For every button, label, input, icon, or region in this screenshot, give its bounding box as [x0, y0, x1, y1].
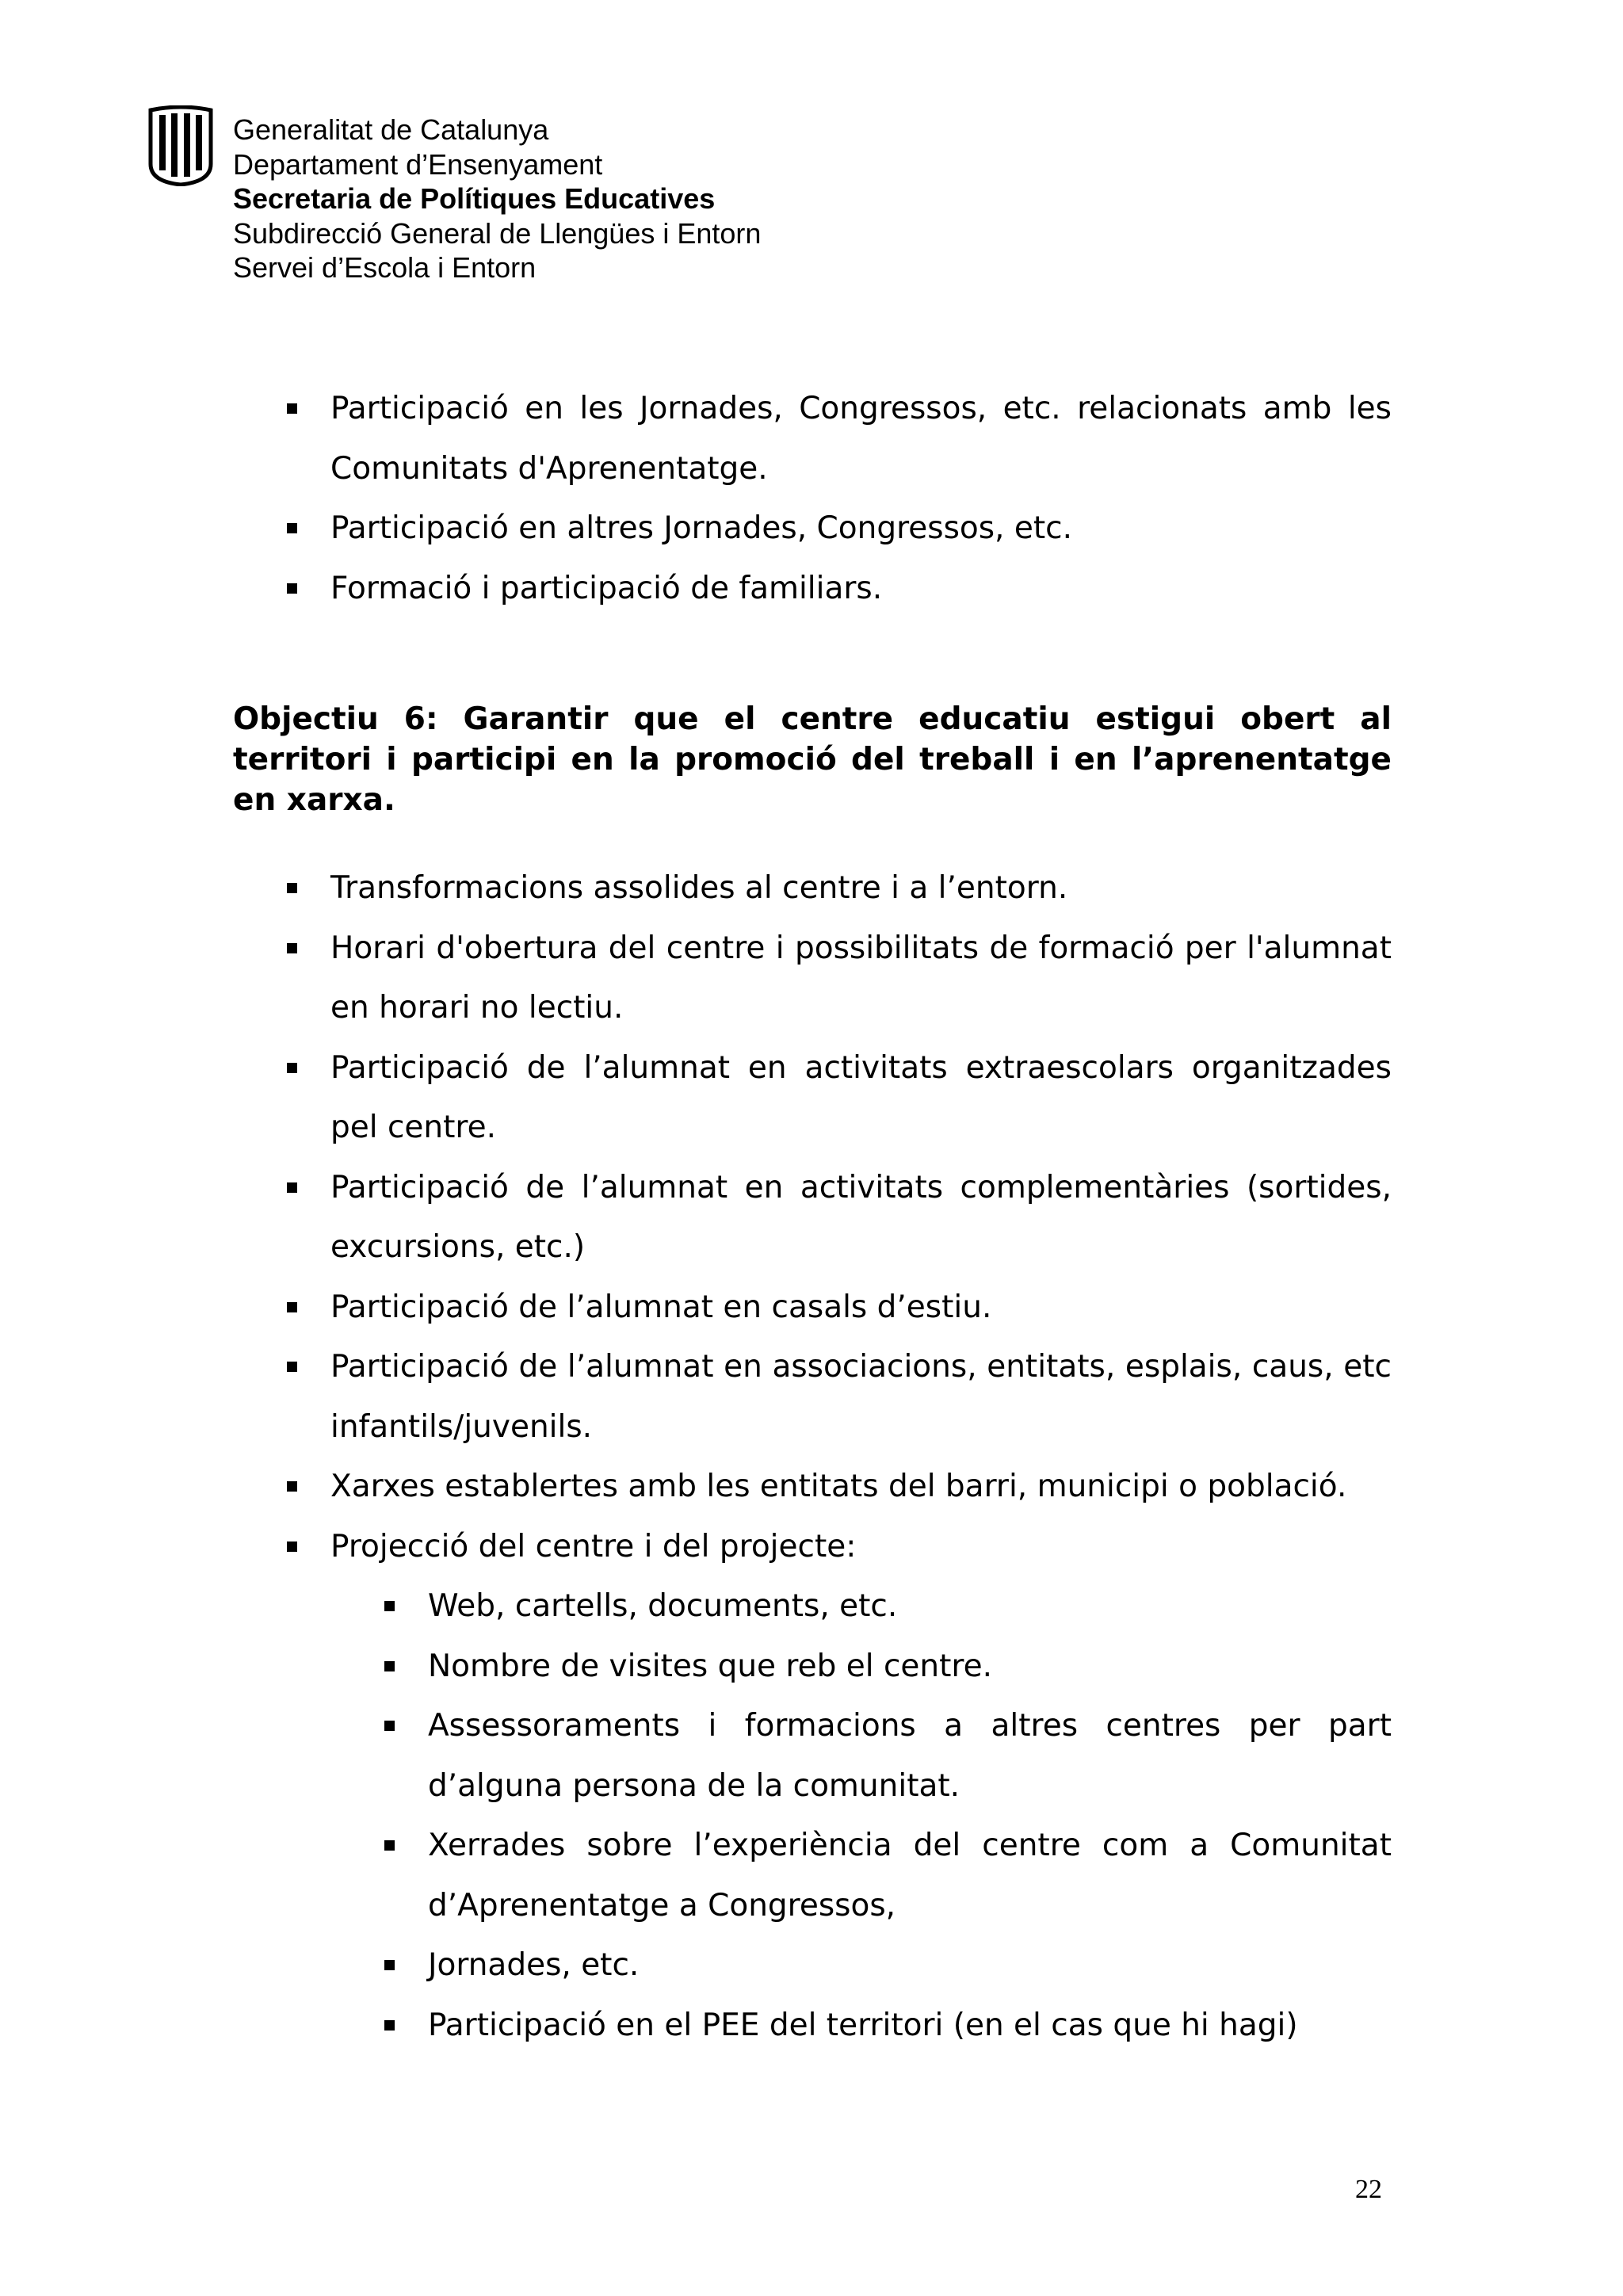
square-bullet-icon — [384, 1960, 395, 1970]
sublist-item: Xerrades sobre l’experiència del centre com a Comunitat d’Aprenentatge a Congressos, — [281, 1816, 1392, 1935]
sublist-item: Assessoraments i formacions a altres centres per part d’alguna persona de la comunitat. — [281, 1696, 1392, 1816]
list-item: Participació de l’alumnat en activitats complementàries (sortides, excursions, etc.) — [233, 1158, 1392, 1278]
letterhead-subdirectorate: Subdirecció General de Llengües i Entorn — [233, 216, 762, 250]
sublist-item: Participació en el PEE del territori (en el cas que hi hagi) — [281, 1996, 1392, 2056]
square-bullet-icon — [287, 1182, 297, 1193]
letterhead-service: Servei d’Escola i Entorn — [233, 251, 537, 284]
square-bullet-icon — [384, 1601, 395, 1611]
square-bullet-icon — [287, 1541, 297, 1552]
list-item: Participació en altres Jornades, Congressos, etc. — [233, 499, 1392, 559]
intro-list — [233, 379, 1392, 618]
square-bullet-icon — [287, 1063, 297, 1073]
square-bullet-icon — [287, 1481, 297, 1492]
square-bullet-icon — [287, 403, 297, 414]
letterhead-government: Generalitat de Catalunya — [233, 113, 549, 146]
square-bullet-icon — [384, 2020, 395, 2030]
document-body — [233, 379, 1392, 2055]
square-bullet-icon — [287, 1362, 297, 1372]
list-item: Formació i participació de familiars. — [233, 559, 1392, 619]
objective-heading: Objectiu 6: Garantir que el centre educatiu estigui obert al territori i participi en la promoció del treball i en l’aprenentatge en xarxa. — [233, 701, 1392, 818]
square-bullet-icon — [384, 1721, 395, 1731]
square-bullet-icon — [384, 1661, 395, 1671]
letterhead — [233, 113, 761, 285]
square-bullet-icon — [287, 1302, 297, 1312]
list-item: Projecció del centre i del projecte: Web, cartells, documents, etc. Nombre de visites que reb el centre. Assessoraments i formacions a altres centres per part d’alguna persona de la comunitat. Xerrades sobre l’experiència del centre com a Comunitat d’Aprenentatge a Congressos, Jornades, etc. Participació en el PEE del territori (en el cas que hi hagi) — [233, 1517, 1392, 2056]
sublist-item: Nombre de visites que reb el centre. — [281, 1637, 1392, 1697]
generalitat-logo-icon — [147, 105, 214, 186]
list-item: Transformacions assolides al centre i a l’entorn. — [233, 858, 1392, 919]
list-item: Participació de l’alumnat en associacions, entitats, esplais, caus, etc infantils/juvenils. — [233, 1337, 1392, 1457]
list-item: Horari d'obertura del centre i possibilitats de formació per l'alumnat en horari no lectiu. — [233, 919, 1392, 1038]
sublist-item: Jornades, etc. — [281, 1935, 1392, 1996]
list-item: Participació de l’alumnat en casals d’estiu. — [233, 1278, 1392, 1338]
square-bullet-icon — [287, 883, 297, 893]
square-bullet-icon — [384, 1840, 395, 1851]
square-bullet-icon — [287, 583, 297, 594]
square-bullet-icon — [287, 523, 297, 533]
list-item: Xarxes establertes amb les entitats del barri, municipi o població. — [233, 1457, 1392, 1517]
list-item: Participació en les Jornades, Congressos, etc. relacionats amb les Comunitats d'Aprenentatge. — [233, 379, 1392, 499]
page-number: 22 — [1355, 2175, 1382, 2204]
sublist-item: Web, cartells, documents, etc. — [281, 1576, 1392, 1637]
letterhead-secretariat: Secretaria de Polítiques Educatives — [233, 182, 716, 215]
letterhead-department: Departament d’Ensenyament — [233, 147, 603, 181]
objective-list — [233, 858, 1392, 2055]
list-item: Participació de l’alumnat en activitats extraescolars organitzades pel centre. — [233, 1038, 1392, 1158]
projection-sublist — [330, 1576, 1392, 2055]
square-bullet-icon — [287, 943, 297, 953]
